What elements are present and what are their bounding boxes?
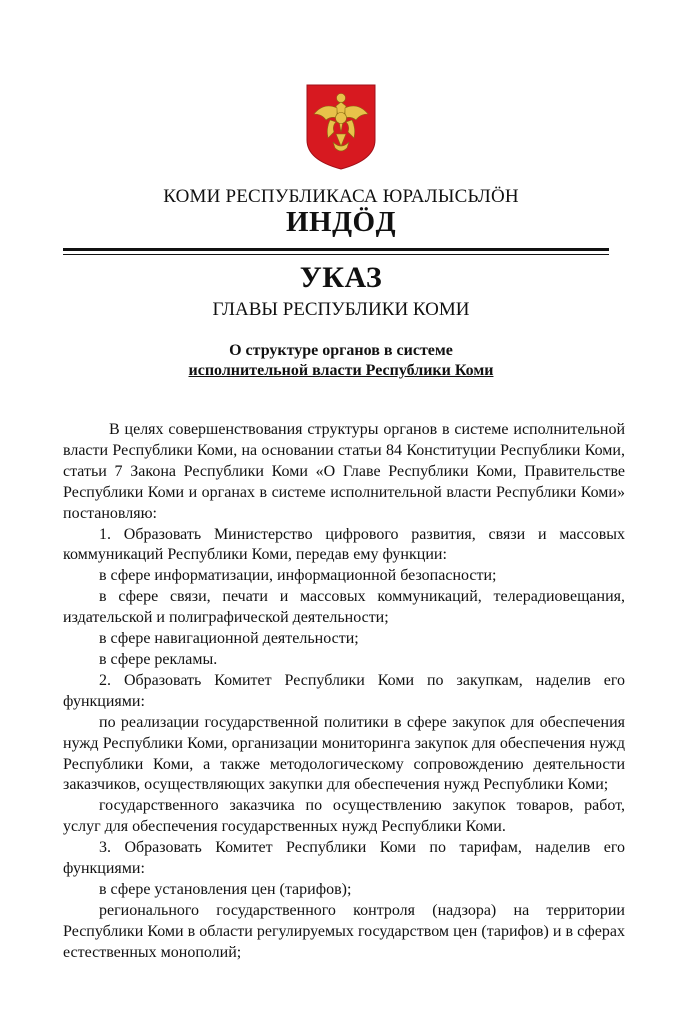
paragraph-item-2: 2. Образовать Комитет Республики Коми по закупкам, наделив его функциями: [63, 671, 625, 710]
document-title: УКАЗ [299, 261, 383, 294]
paragraph-item-1-2: в сфере связи, печати и массовых коммуникаций, телерадиовещания, издательской и полиграфической деятельности; [63, 588, 625, 627]
document-body [63, 420, 625, 964]
paragraph-item-1-4: в сфере рекламы. [99, 650, 218, 668]
paragraph-item-2-2: государственного заказчика по осуществлению закупок товаров, работ, услуг для обеспечения государственных нужд Республики Коми. [63, 797, 625, 836]
subject-line-2: исполнительной власти Республики Коми [188, 362, 494, 379]
document-subject [0, 341, 682, 381]
paragraph-item-3: 3. Образовать Комитет Республики Коми по тарифам, наделив его функциями: [63, 839, 625, 878]
paragraph-item-1: 1. Образовать Министерство цифрового развития, связи и массовых коммуникаций Республики Коми, передав ему функции: [63, 525, 625, 564]
paragraph-item-3-2: регионального государственного контроля (надзора) на территории Республики Коми в области регулируемых государством цен (тарифов) и в сферах естественных монополий; [63, 901, 625, 961]
header-doc-type-komi: ИНДӦД [285, 206, 397, 238]
paragraph-item-3-1: в сфере установления цен (тарифов); [99, 880, 352, 898]
paragraph-item-1-1: в сфере информатизации, информационной безопасности; [99, 567, 497, 585]
document-subtitle: ГЛАВЫ РЕСПУБЛИКИ КОМИ [212, 299, 470, 320]
header-org-komi: КОМИ РЕСПУБЛИКАСА ЮРАЛЫСЬЛӦН [163, 186, 519, 207]
header-divider-thin [63, 254, 609, 255]
paragraph-item-2-1: по реализации государственной политики в сфере закупок для обеспечения нужд Республики Коми, организации мониторинга закупок для обеспечения нужд Республики Коми, а также методологическому сопровождению деятельности заказчиков, осуществляющих закупки для обеспечения нужд Республики Коми; [63, 713, 625, 794]
paragraph-preamble: В целях совершенствования структуры органов в системе исполнительной власти Республики Коми, на основании статьи 84 Конституции Республики Коми, статьи 7 Закона Республики Коми «О Главе Республики Коми, Правительстве Республики Коми и органах в системе исполнительной власти Республики Коми» постановляю: [63, 421, 625, 522]
header-divider-thick [63, 248, 609, 251]
coat-of-arms-emblem [306, 84, 376, 170]
subject-line-1: О структуре органов в системе [229, 342, 453, 359]
paragraph-item-1-3: в сфере навигационной деятельности; [99, 630, 359, 648]
